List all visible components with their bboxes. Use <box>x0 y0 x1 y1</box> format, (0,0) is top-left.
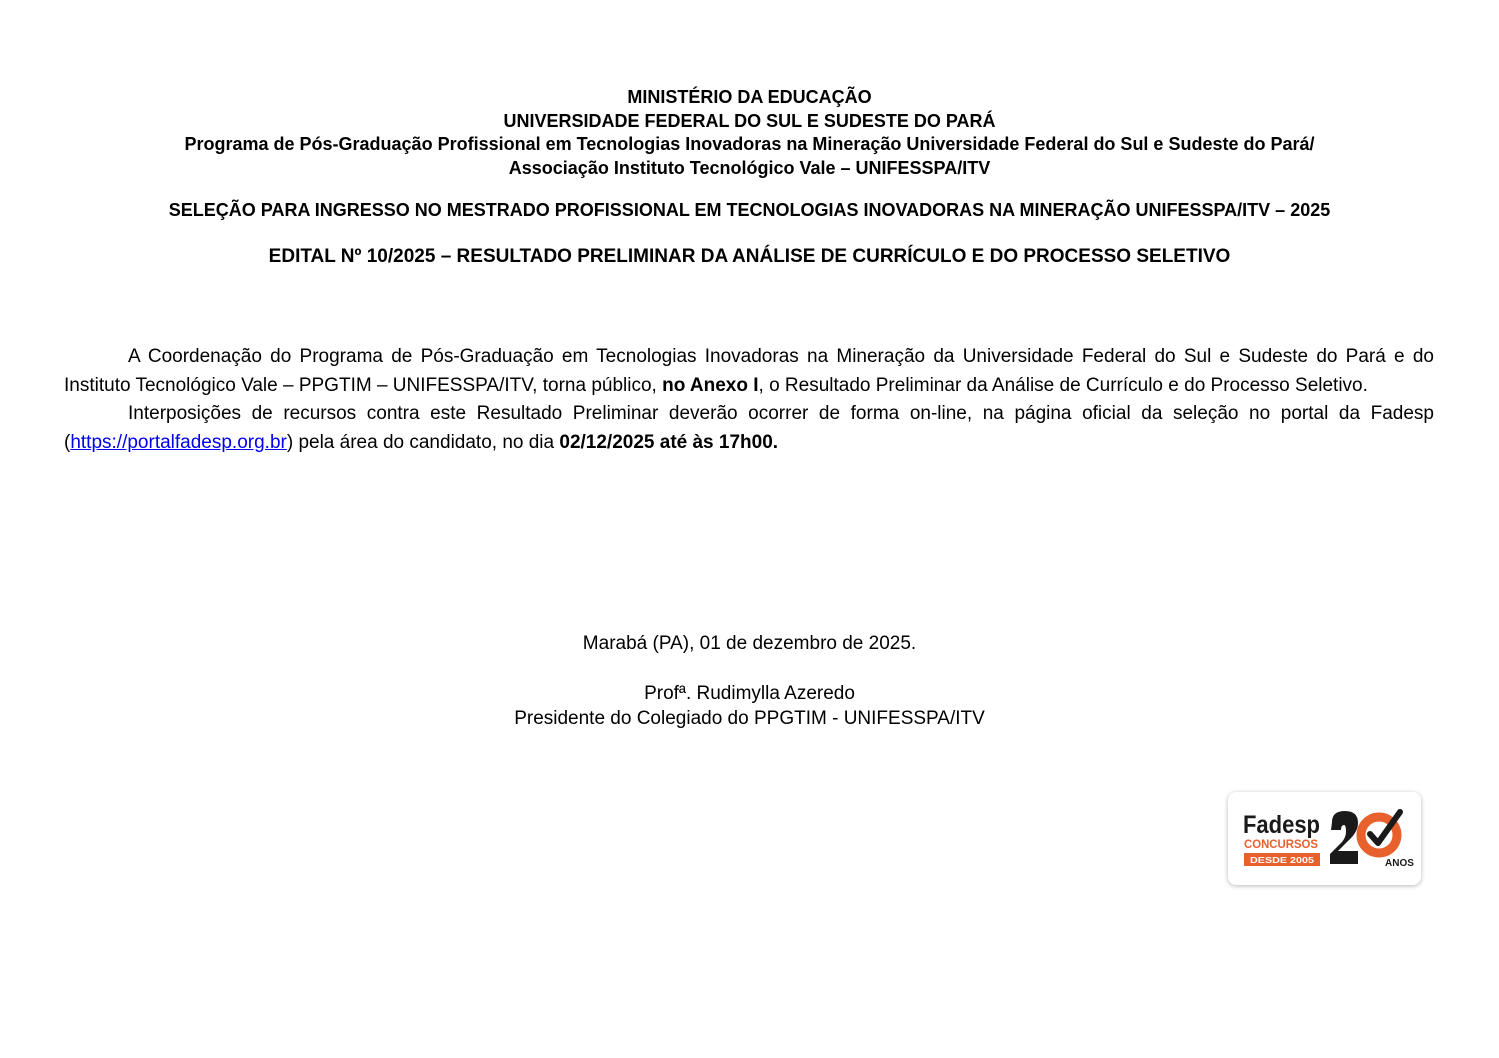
paragraph-appeals-text-middle: ) pela área do candidato, no dia <box>286 431 560 453</box>
signature-block <box>0 681 1499 731</box>
paragraph-announcement-text: A Coordenação do Programa de Pós-Graduação em Tecnologias Inovadoras na Mineração da Universidade Federal do Sul e Sudeste do Pará e do Instituto Tecnológico Vale – PPGTIM – UNIFESSPA/ITV, torna público, <box>64 346 1434 396</box>
logo-brand: Fadesp <box>1243 811 1320 839</box>
fadesp-20-anos-logo <box>1228 792 1421 885</box>
fadesp-logo-graphic <box>1228 792 1421 885</box>
paragraph-announcement-text-end: , o Resultado Preliminar da Análise de Currículo e do Processo Seletivo. <box>758 374 1368 396</box>
signatory-role: Presidente do Colegiado do PPGTIM - UNIFESSPA/ITV <box>514 708 985 729</box>
paragraph-appeals-text: Interposições de recursos contra este Resultado Preliminar deverão ocorrer de forma on-line, na página oficial da seleção no portal da Fadesp ( <box>64 403 1434 453</box>
logo-since: DESDE 2005 <box>1250 856 1315 865</box>
institute-name: Associação Instituto Tecnológico Vale – UNIFESSPA/ITV <box>508 157 991 178</box>
twenty-icon <box>1330 811 1400 864</box>
university-name: UNIVERSIDADE FEDERAL DO SUL E SUDESTE DO PARÁ <box>503 110 996 131</box>
logo-anos: ANOS <box>1385 858 1414 869</box>
document-header <box>0 86 1499 180</box>
document-body <box>64 343 1434 457</box>
annex-reference: no Anexo I <box>662 374 759 396</box>
program-name: Programa de Pós-Graduação Profissional em Tecnologias Inovadoras na Mineração Universidade Federal do Sul e Sudeste do Pará/ <box>184 134 1315 154</box>
signatory-name: Profª. Rudimylla Azeredo <box>644 683 855 704</box>
edital-title: EDITAL Nº 10/2025 – RESULTADO PRELIMINAR DA ANÁLISE DE CURRÍCULO E DO PROCESSO SELETIVO <box>268 246 1231 267</box>
paragraph-announcement <box>64 343 1434 400</box>
logo-sub: CONCURSOS <box>1244 839 1319 851</box>
appeal-deadline: 02/12/2025 até às 17h00. <box>559 431 779 453</box>
selection-title: SELEÇÃO PARA INGRESSO NO MESTRADO PROFISSIONAL EM TECNOLOGIAS INOVADORAS NA MINERAÇÃO UNIFESSPA/ITV – 2025 <box>168 200 1331 220</box>
ministry-name: MINISTÉRIO DA EDUCAÇÃO <box>627 87 872 107</box>
place-date: Marabá (PA), 01 de dezembro de 2025. <box>582 633 917 654</box>
portal-link[interactable]: https://portalfadesp.org.br <box>70 431 287 453</box>
paragraph-appeals <box>64 400 1434 457</box>
